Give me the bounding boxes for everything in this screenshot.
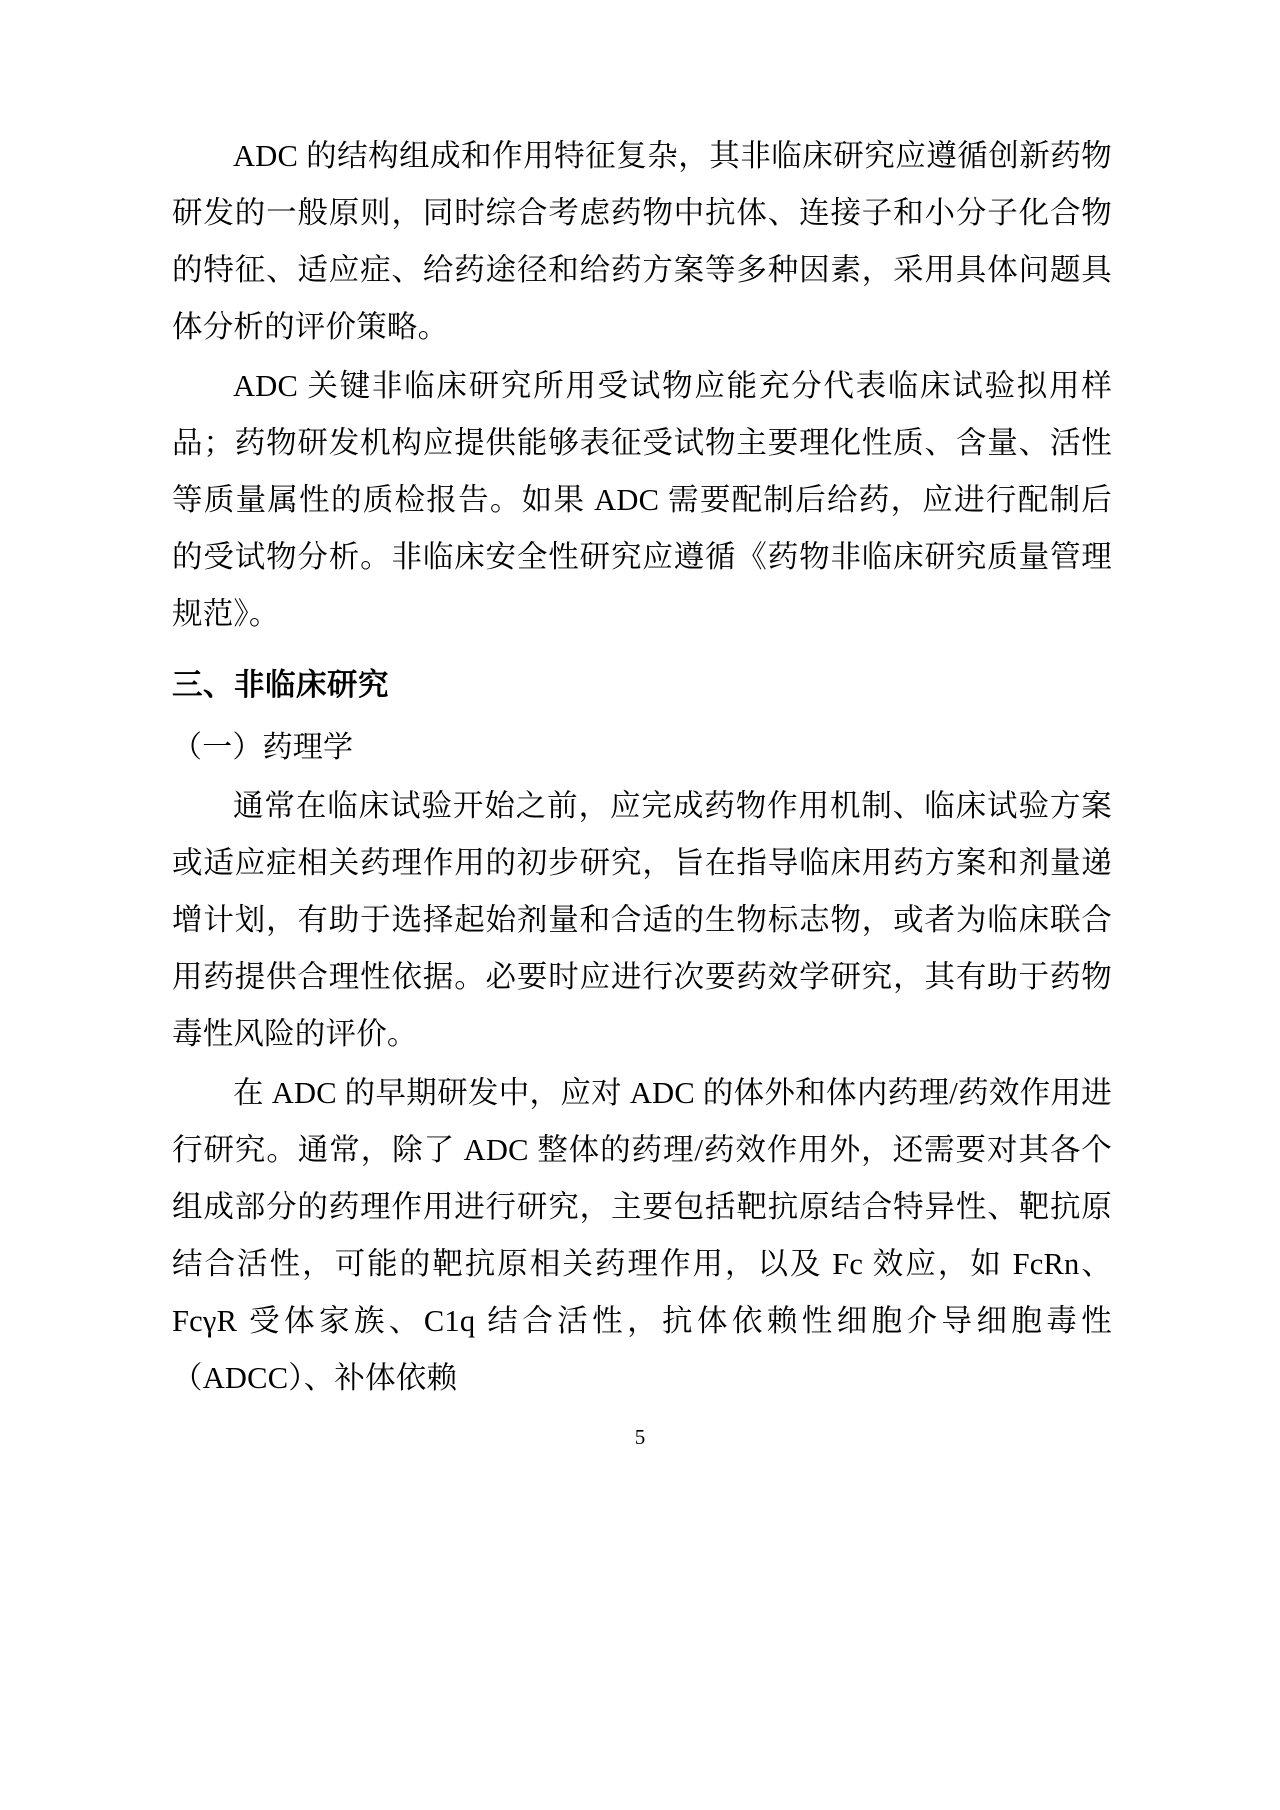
page-number: 5 [634, 1425, 646, 1449]
section-heading: 三、非临床研究 [172, 668, 389, 703]
paragraph-2: ADC 关键非临床研究所用受试物应能充分代表临床试验拟用样品；药物研发机构应提供能够表征受试物主要理化性质、含量、活性等质量属性的质检报告。如果 ADC 需要配制后给药，应进行配制后的受试物分析。非临床安全性研究应遵循《药物非临床研究质量管理规范》。 [172, 369, 1112, 631]
paragraph-1: ADC 的结构组成和作用特征复杂，其非临床研究应遵循创新药物研发的一般原则，同时综合考虑药物中抗体、连接子和小分子化合物的特征、适应症、给药途径和给药方案等多种因素，采用具体问题具体分析的评价策略。 [172, 139, 1112, 344]
sub-heading: （一）药理学 [172, 731, 354, 764]
paragraph-3: 通常在临床试验开始之前，应完成药物作用机制、临床试验方案或适应症相关药理作用的初步研究，旨在指导临床用药方案和剂量递增计划，有助于选择起始剂量和合适的生物标志物，或者为临床联合用药提供合理性依据。必要时应进行次要药效学研究，其有助于药物毒性风险的评价。 [172, 789, 1112, 1051]
page-content [172, 128, 1112, 1409]
paragraph-4: 在 ADC 的早期研发中，应对 ADC 的体外和体内药理/药效作用进行研究。通常，除了 ADC 整体的药理/药效作用外，还需要对其各个组成部分的药理作用进行研究，主要包括靶抗原结合特异性、靶抗原结合活性，可能的靶抗原相关药理作用，以及 Fc 效应，如 FcRn、FcγR 受体家族、C1q 结合活性，抗体依赖性细胞介导细胞毒性（ADCC）、补体依赖 [172, 1076, 1112, 1395]
